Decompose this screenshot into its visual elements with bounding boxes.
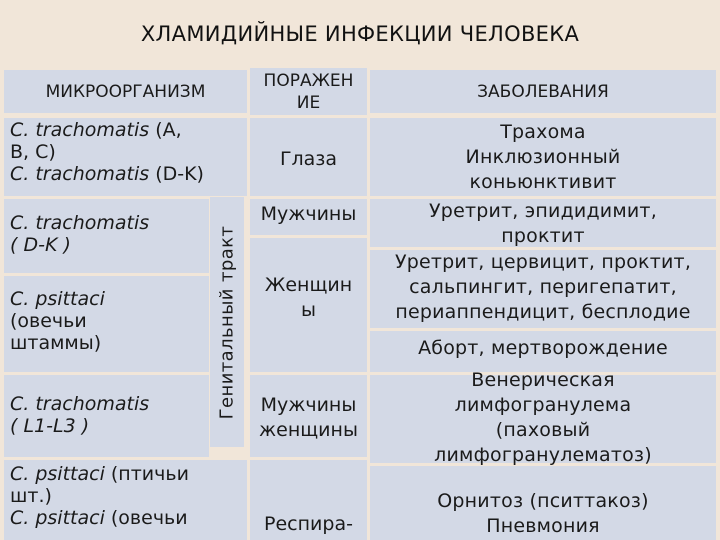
- micro-serovars-cont: B, C): [10, 141, 56, 163]
- micro-text-psittaci: [4, 463, 264, 529]
- micro-species: C. trachomatis: [10, 212, 150, 234]
- header-lesion: [250, 68, 367, 115]
- header-microorganism-label: МИКРООРГАНИЗМ: [45, 81, 206, 102]
- header-lesion-line1: ПОРАЖЕН: [263, 70, 354, 91]
- micro-strain: (овечьи: [104, 507, 188, 529]
- micro-strain: (птичьи: [104, 463, 189, 485]
- header-diseases-label: ЗАБОЛЕВАНИЯ: [477, 81, 609, 102]
- genital-tract-label-cell: [210, 197, 244, 447]
- lesion-women: [246, 273, 371, 323]
- micro-text-l1l3: [4, 393, 209, 437]
- lesion-eyes: Глаза: [279, 148, 338, 170]
- disease-lgv-line2: лимфогранулема: [454, 394, 632, 416]
- disease-urethritis-women-line1: Уретрит, цервицит, проктит,: [394, 251, 692, 273]
- lesion-respiratory: Респира-: [264, 513, 353, 535]
- micro-text-dk: [4, 212, 209, 256]
- header-microorganism: [4, 70, 247, 113]
- micro-serovars: (D-K): [149, 163, 204, 185]
- disease-urethritis-men-line2: проктит: [501, 225, 585, 247]
- disease-men: [370, 199, 716, 249]
- micro-species: C. psittaci: [10, 463, 105, 485]
- header-diseases: [370, 70, 716, 113]
- micro-serovars: (A,: [149, 119, 182, 141]
- disease-lgv-line4: лимфогранулематоз): [434, 444, 652, 466]
- disease-eyes: [370, 120, 716, 195]
- lesion-women-line1: Женщин: [264, 274, 353, 296]
- disease-inclusion-line2: коньюнктивит: [469, 171, 617, 193]
- disease-abortion: Аборт, мертворождение: [418, 337, 668, 359]
- disease-lgv: [370, 368, 716, 468]
- disease-lgv-line1: Венерическая: [471, 369, 615, 391]
- disease-pneumonia: Пневмония: [486, 515, 600, 537]
- micro-species: C. psittaci: [10, 288, 105, 310]
- lesion-men: Мужчины: [260, 203, 357, 225]
- lesion-men-women: [244, 393, 373, 443]
- micro-serovars: ( D-K ): [10, 234, 71, 256]
- lesion-men-women-line2: женщины: [259, 419, 358, 441]
- disease-urethritis-women-line2: сальпингит, перигепатит,: [409, 276, 677, 298]
- micro-serovars: ( L1-L3 ): [10, 415, 90, 437]
- micro-strain-cont: шт.): [10, 485, 52, 507]
- genital-tract-label: Генитальный тракт: [216, 225, 238, 419]
- micro-text-psittaci-sheep: [4, 288, 209, 354]
- disease-inclusion-line1: Инклюзионный: [465, 146, 621, 168]
- disease-respiratory: [370, 489, 716, 539]
- disease-women: [366, 250, 720, 325]
- header-lesion-line2: ИЕ: [296, 92, 321, 113]
- lesion-men-women-line1: Мужчины: [260, 394, 357, 416]
- disease-trachoma: Трахома: [500, 121, 586, 143]
- micro-strain-cont: штаммы): [10, 332, 102, 354]
- micro-species: C. trachomatis: [10, 393, 150, 415]
- micro-species: C. trachomatis: [10, 163, 150, 185]
- lesion-women-line2: ы: [300, 299, 316, 321]
- micro-strain: (овечьи: [10, 310, 87, 332]
- disease-lgv-line3: (паховый: [495, 419, 591, 441]
- disease-ornithosis: Орнитоз (пситтакоз): [437, 490, 649, 512]
- micro-text-eyes: [4, 119, 264, 185]
- disease-urethritis-women-line3: периаппендицит, бесплодие: [395, 301, 691, 323]
- micro-species: C. psittaci: [10, 507, 105, 529]
- disease-urethritis-men-line1: Уретрит, эпидидимит,: [429, 200, 657, 222]
- micro-species: C. trachomatis: [10, 119, 150, 141]
- page-title: ХЛАМИДИЙНЫЕ ИНФЕКЦИИ ЧЕЛОВЕКА: [140, 22, 580, 46]
